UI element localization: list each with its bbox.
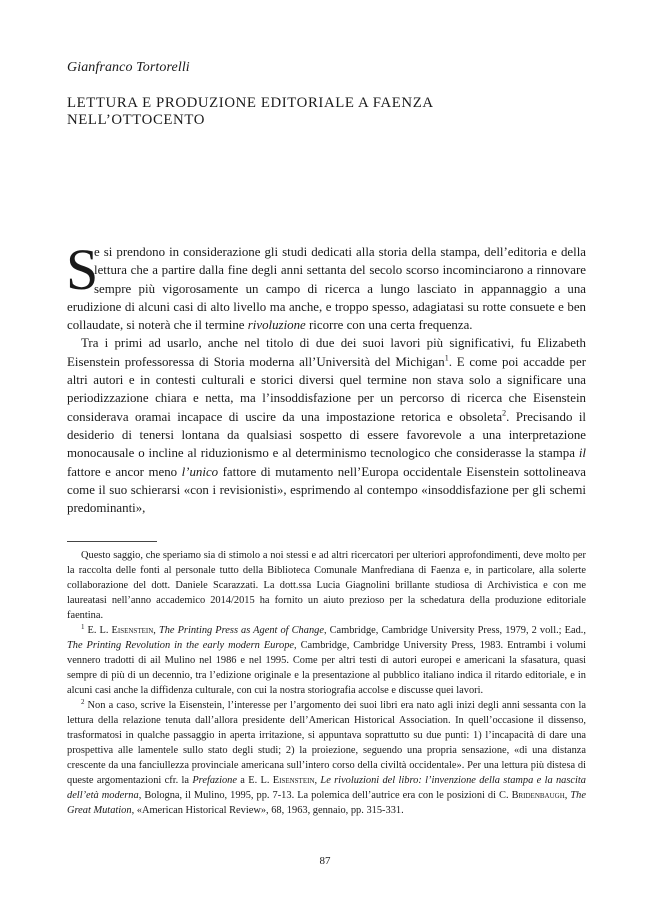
drop-cap: S (66, 237, 99, 302)
footnotes (67, 548, 586, 818)
emphasis-unico: l’unico (181, 464, 219, 479)
fn2-title-2: The Great Mutation (67, 790, 586, 816)
paragraph-2-text-e: fattore di mutamento nell’Europa occidentale Eisenstein sottolineava come il suo schierarsi «con i revisionisti», esprimendo al contempo «insoddisfazione per gli schemi predominanti», (67, 464, 587, 516)
fn2-prefazione: Prefazione (192, 775, 237, 786)
fn1-title-1: The Printing Press as Agent of Change (158, 625, 324, 636)
title-line-1: LETTURA E PRODUZIONE EDITORIALE A FAENZA (67, 95, 434, 111)
paragraph-2-text-d: fattore e ancor meno (67, 464, 182, 479)
fn1-author: Eisenstein (111, 625, 154, 636)
footnote-2-number: 2 (81, 697, 85, 706)
fn1-b: , (153, 625, 159, 636)
fn1-a: E. L. (87, 625, 112, 636)
emphasis-rivoluzione: rivoluzione (247, 318, 306, 333)
fn2-author: Eisenstein (272, 775, 315, 786)
footnote-acknowledgement: Questo saggio, che speriamo sia di stimolo a noi stessi e ad altri ricercatori per ulteriori approfondimenti, deve molto per la raccolta delle fonti al personale tutto della Biblioteca Comunale Manfrediana di Faenza e, in particolare, alla solerte collaborazione del dott. Daniele Scarazzati. La dott.ssa Lucia Giagnolini brillante studiosa di Archivistica e con me laureatasi nell’anno accademico 2014/2015 ha fornito un aiuto prezioso per la schedatura della produzione editoriale faentina. (67, 550, 586, 621)
paragraph-2-text-a: Tra i primi ad usarlo, anche nel titolo di due dei suoi lavori più significativi, fu Elizabeth Eisenstein professoressa di Storia moderna all’Università del Michigan (67, 336, 586, 369)
page-number: 87 (319, 855, 331, 867)
fn2-e: , (564, 790, 571, 801)
paragraph-1-text: e si prendono in considerazione gli studi dedicati alla storia della stampa, dell’editoria e della lettura che a partire dalla fine degli anni settanta del secolo scorso incominciarono a rinnovare sempre più vigorosamente un campo di ricerca a lungo lasciato in appannaggio a una erudizione di alcuni casi di alto livello ma anche, e troppo spesso, adagiatasi su rotte consuete e ben collaudate, si noterà che il termine (67, 245, 586, 333)
fn1-c: , Cambridge, Cambridge University Press, 1979, 2 voll.; Ead., (323, 625, 586, 636)
fn2-title-1: Le rivoluzioni del libro: l’invenzione della stampa e la nascita dell’età moderna (67, 775, 586, 801)
paragraph-1 (66, 237, 586, 334)
footnote-ref-2[interactable]: 2 (502, 408, 507, 418)
footnote-1-number: 1 (81, 622, 85, 631)
article-header (67, 60, 585, 129)
fn2-a: Non a caso, scrive la Eisenstein, l’interesse per l’argomento dei suoi libri era nato agli inizi degli anni sessanta con la lettura della relazione tenuta dall’allora presidente dell’American Historical Association. In quell’occasione il dissenso, trasformatosi in qualche passaggio in aperta irritazione, si appuntava soprattutto su due punti: 1) l’incapacità di dare una prospettiva alle lamentele sullo stato degli studi; 2) la proiezione, seguendo una propria sensazione, «di una distanza crescente da una fanciullezza provinciale americana sull’intero corso della civiltà occidentale». Per una lettura più distesa di queste argomentazioni cfr. la (67, 700, 586, 786)
fn2-c: , (314, 775, 321, 786)
fn1-title-2: The Printing Revolution in the early modern Europe (67, 640, 295, 651)
paragraph-2-text-c: . Precisando il desiderio di tenersi lontana da qualsiasi sospetto di essere favorevole a una interpretazione monocausale o incline al riduzionismo e al determinismo tecnologico che considerasse la stampa (67, 409, 586, 461)
paragraph-1-tail: ricorre con una certa frequenza. (305, 318, 473, 333)
fn2-f: , «American Historical Review», 68, 1963, gennaio, pp. 315-331. (131, 805, 404, 816)
footnote-separator (67, 541, 157, 542)
emphasis-il: il (578, 446, 586, 461)
author-name: Gianfranco Tortorelli (67, 60, 190, 75)
title-line-2: NELL’OTTOCENTO (67, 112, 206, 128)
paragraph-2 (67, 334, 586, 517)
paragraph-2-text-b: . E come poi accadde per altri autori e in contesti culturali e storici diversi quel termine non stava solo a significare una periodizzazione chiara e netta, ma l’insoddisfazione per un percorso di ricerca che Eisenstein considerava oramai incapace di uscire da una impostazione retorica e obsoleta (67, 354, 586, 424)
article-title (67, 95, 585, 129)
footnote-2 (67, 698, 586, 818)
fn2-author-2: Bridenbaugh (511, 790, 565, 801)
article-body (66, 237, 587, 517)
fn2-b: a E. L. (236, 775, 273, 786)
fn1-d: , Cambridge, Cambridge University Press, 1983. Entrambi i volumi vennero tradotti di ail Mulino nel 1986 e nel 1995. Come per altri testi di autori europei e americani la sfasatura, quasi sempre di più di un decennio, tra l’edizione originale e la presentazione al pubblico italiano indica il ritardo editoriale, e in alcuni casi anche la diffidenza culturale, con cui la nostra storiografia accolse e discusse quei lavori. (67, 640, 586, 696)
footnote-ref-1[interactable]: 1 (444, 353, 449, 363)
fn2-d: , Bologna, il Mulino, 1995, pp. 7-13. La polemica dell’autrice era con le posizioni di C. (138, 790, 512, 801)
footnote-1 (67, 623, 586, 698)
